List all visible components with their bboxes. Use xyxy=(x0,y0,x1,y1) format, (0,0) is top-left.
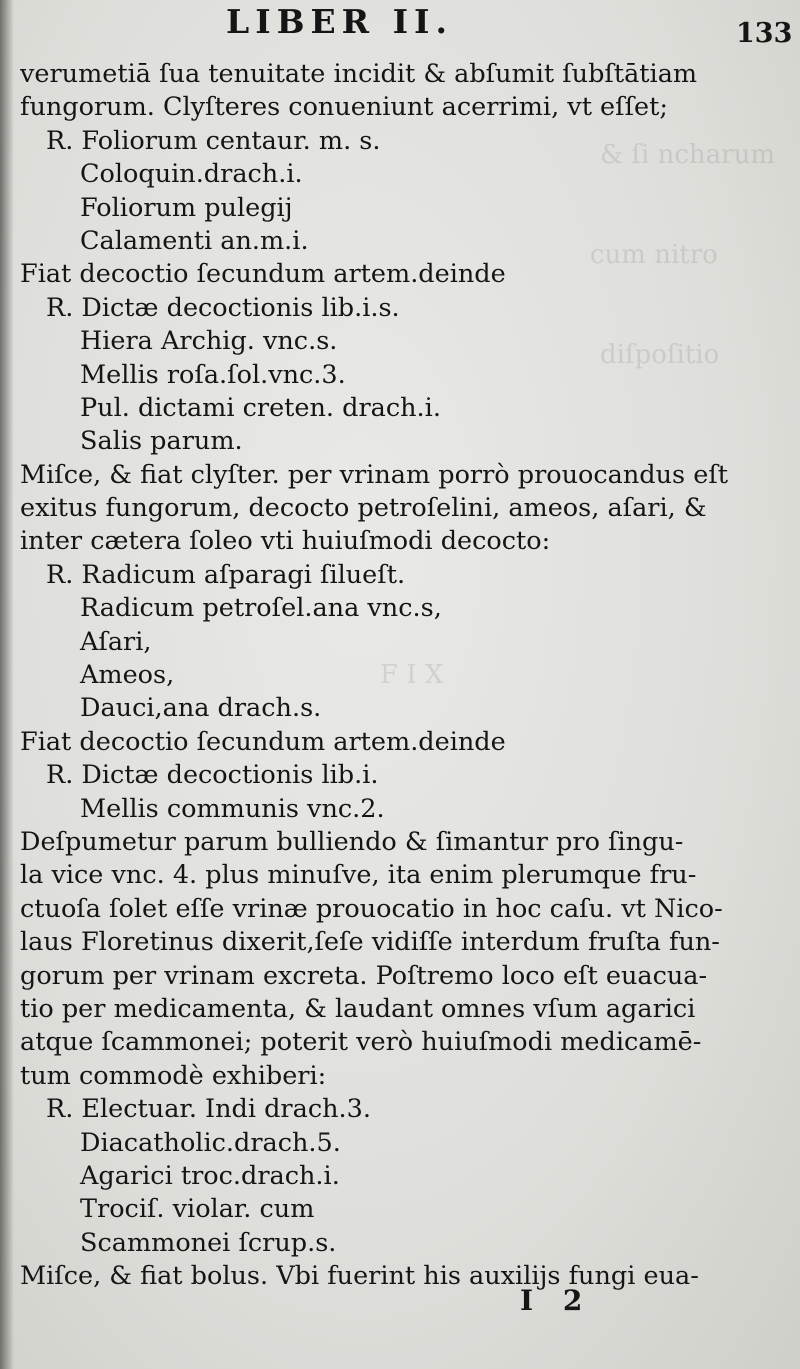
text-line: Dauci,ana drach.s. xyxy=(80,693,322,724)
text-line: R. Dictæ decoctionis lib.i. xyxy=(46,760,379,791)
text-line: gorum per vrinam excreta. Poſtremo loco eſt euacua- xyxy=(20,960,708,991)
text-line: Radicum petroſel.ana vnc.s, xyxy=(80,593,442,624)
text-line: Foliorum pulegij xyxy=(80,192,293,223)
text-line: Pul. dictami creten. drach.i. xyxy=(80,392,441,423)
text-line: verumetiā ſua tenuitate incidit & abſumit ſubſtātiam xyxy=(20,59,698,89)
text-line: Aſari, xyxy=(80,626,152,657)
text-line: ctuoſa ſolet eſſe vrinæ prouocatio in hoc caſu. vt Nico- xyxy=(20,893,723,924)
text-line: tum commodè exhiberi: xyxy=(20,1060,327,1091)
text-line: fungorum. Clyſteres conueniunt acerrimi, vt eſſet; xyxy=(20,92,668,123)
text-line: Salis parum. xyxy=(80,426,243,457)
text-line: Deſpumetur parum bulliendo & ſimantur pro ſingu- xyxy=(20,826,684,857)
gutter-shadow xyxy=(0,0,14,1369)
text-line: Fiat decoctio ſecundum artem.deinde xyxy=(20,259,506,290)
text-line: Ameos, xyxy=(80,660,175,691)
page-number: 133 xyxy=(736,18,793,49)
show-through: F I X xyxy=(380,660,444,690)
text-line: Miſce, & fiat bolus. Vbi fuerint his auxilijs fungi eua- xyxy=(20,1261,699,1292)
text-line: Mellis communis vnc.2. xyxy=(80,793,385,824)
text-line: R. Radicum aſparagi ſilueſt. xyxy=(46,559,406,590)
text-line: Mellis roſa.ſol.vnc.3. xyxy=(80,359,346,390)
show-through: cum nitro xyxy=(590,240,718,270)
text-line: R. Dictæ decoctionis lib.i.s. xyxy=(46,292,400,323)
text-line: tio per medicamenta, & laudant omnes vſum agarici xyxy=(20,993,696,1024)
text-line: Hiera Archig. vnc.s. xyxy=(80,326,338,357)
text-line: Diacatholic.drach.5. xyxy=(80,1127,341,1158)
text-line: laus Floretinus dixerit,ſeſe vidiſſe interdum fruſta fun- xyxy=(20,927,720,958)
text-line: Miſce, & fiat clyſter. per vrinam porrò prouocandus eſt xyxy=(20,459,729,490)
show-through: diſpoſitio xyxy=(600,340,720,370)
text-line: la vice vnc. 4. plus minuſve, ita enim plerumque fru- xyxy=(20,860,697,891)
show-through: & ſi ncharum xyxy=(600,140,775,170)
text-line: Calamenti an.m.i. xyxy=(80,225,309,256)
text-line: R. Foliorum centaur. m. s. xyxy=(46,125,381,156)
text-line: R. Electuar. Indi drach.3. xyxy=(46,1094,371,1125)
text-line: Trociſ. violar. cum xyxy=(80,1194,315,1225)
signature-mark: I 2 xyxy=(520,1284,593,1317)
text-line: atque ſcammonei; poterit verò huiuſmodi medicamē- xyxy=(20,1027,702,1058)
text-line: Scammonei ſcrup.s. xyxy=(80,1227,337,1258)
text-line: Fiat decoctio ſecundum artem.deinde xyxy=(20,726,506,757)
running-head: LIBER II. xyxy=(226,2,453,41)
text-line: Agarici troc.drach.i. xyxy=(80,1160,340,1191)
text-block xyxy=(20,58,796,1293)
text-line: exitus fungorum, decocto petroſelini, ameos, aſari, & xyxy=(20,493,707,524)
text-line: inter cætera ſoleo vti huiuſmodi decocto: xyxy=(20,526,551,557)
text-line: Coloquin.drach.i. xyxy=(80,159,303,190)
